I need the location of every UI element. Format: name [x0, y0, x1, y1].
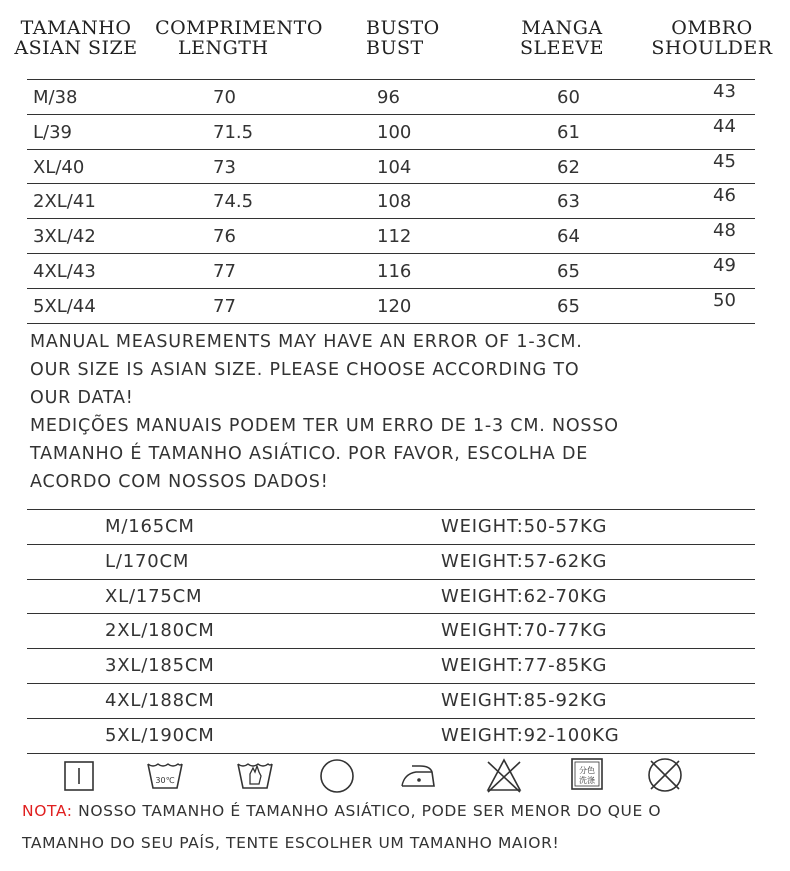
- table-row: [27, 580, 755, 615]
- separate-wash-icon: [568, 756, 608, 796]
- weight-cell: WEIGHT:70-77KG: [441, 620, 608, 642]
- size-cell: M/38: [33, 87, 78, 108]
- sleeve-cell: 60: [557, 87, 580, 108]
- wash-temp-label: 30℃: [155, 776, 175, 785]
- height-cell: 5XL/190CM: [105, 724, 215, 746]
- table-row: [27, 684, 755, 719]
- note-pt-line-3: ACORDO COM NOSSOS DADOS!: [30, 472, 329, 492]
- height-cell: 2XL/180CM: [105, 620, 215, 642]
- weight-table: [27, 509, 755, 754]
- sleeve-cell: 61: [557, 121, 580, 143]
- size-cell: 5XL/44: [33, 295, 96, 317]
- table-row: [27, 289, 755, 324]
- shoulder-cell: 49: [713, 254, 736, 276]
- table-row: [27, 184, 755, 219]
- length-cell: 71.5: [213, 121, 254, 143]
- table-row: [27, 614, 755, 649]
- header-sleeve-en: SLEEVE: [520, 37, 604, 59]
- bust-cell: 104: [377, 156, 412, 178]
- care-icons: [0, 756, 790, 798]
- length-cell: 76: [213, 226, 236, 248]
- wash-30-icon: [145, 756, 185, 796]
- table-row: [27, 719, 755, 754]
- weight-cell: WEIGHT:57-62KG: [441, 550, 608, 572]
- weight-cell: WEIGHT:85-92KG: [441, 689, 608, 711]
- height-cell: 4XL/188CM: [105, 689, 215, 711]
- length-cell: 77: [213, 295, 236, 317]
- weight-cell: WEIGHT:77-85KG: [441, 655, 608, 677]
- table-row: [27, 254, 755, 289]
- note-en-line-3: OUR DATA!: [30, 388, 134, 408]
- footer-note-line-2: TAMANHO DO SEU PAÍS, TENTE ESCOLHER UM TAMANHO MAIOR!: [22, 834, 560, 852]
- table-row: [27, 649, 755, 684]
- length-cell: 73: [213, 156, 236, 178]
- sleeve-cell: 65: [557, 260, 580, 282]
- tumble-dry-icon: [60, 756, 100, 796]
- note-en-line-1: MANUAL MEASUREMENTS MAY HAVE AN ERROR OF 1-3CM.: [30, 332, 583, 352]
- sleeve-cell: 64: [557, 226, 580, 248]
- iron-low-icon: [398, 756, 438, 796]
- shoulder-cell: 45: [713, 150, 736, 172]
- shoulder-cell: 44: [713, 115, 736, 137]
- header-bust-pt: BUSTO: [366, 17, 440, 39]
- size-cell: 4XL/43: [33, 260, 96, 282]
- bust-cell: 108: [377, 191, 412, 213]
- table-row: [27, 115, 755, 150]
- size-cell: 2XL/41: [33, 191, 96, 213]
- hand-wash-icon: [235, 756, 275, 796]
- height-cell: 3XL/185CM: [105, 655, 215, 677]
- separate-wash-label-2: 洗涤: [579, 776, 595, 785]
- weight-cell: WEIGHT:62-70KG: [441, 585, 608, 607]
- header-length-en: LENGTH: [178, 37, 269, 59]
- footer-note-text-1: NOSSO TAMANHO É TAMANHO ASIÁTICO, PODE SER MENOR DO QUE O: [72, 802, 662, 820]
- bust-cell: 96: [377, 87, 400, 108]
- header-length: [148, 18, 330, 58]
- separate-wash-label-1: 分色: [579, 766, 595, 775]
- sleeve-cell: 63: [557, 191, 580, 213]
- header-bust-en: BUST: [366, 37, 424, 59]
- table-row: [27, 219, 755, 254]
- footer-note-line-1: [22, 802, 661, 820]
- header-shoulder-pt: OMBRO: [671, 17, 753, 39]
- weight-cell: WEIGHT:92-100KG: [441, 724, 620, 746]
- header-size-pt: TAMANHO: [20, 17, 132, 39]
- sleeve-cell: 62: [557, 156, 580, 178]
- header-bust: [366, 18, 456, 58]
- weight-cell: WEIGHT:50-57KG: [441, 516, 608, 537]
- note-pt-line-2: TAMANHO É TAMANHO ASIÁTICO. POR FAVOR, ESCOLHA DE: [30, 444, 589, 464]
- table-row: [27, 150, 755, 185]
- header-size-en: ASIAN SIZE: [14, 37, 138, 59]
- no-dry-clean-icon: [645, 756, 685, 796]
- size-cell: XL/40: [33, 156, 85, 178]
- sleeve-cell: 65: [557, 295, 580, 317]
- shoulder-cell: 46: [713, 185, 736, 207]
- height-cell: M/165CM: [105, 516, 195, 537]
- no-bleach-icon: [484, 756, 524, 796]
- table-row: [27, 509, 755, 545]
- footer-note-label: NOTA:: [22, 802, 73, 820]
- length-cell: 70: [213, 87, 236, 108]
- height-cell: L/170CM: [105, 550, 190, 572]
- header-sleeve-pt: MANGA: [521, 17, 603, 39]
- length-cell: 77: [213, 260, 236, 282]
- shoulder-cell: 43: [713, 81, 736, 102]
- size-cell: L/39: [33, 121, 72, 143]
- dry-clean-icon: [318, 756, 358, 796]
- length-cell: 74.5: [213, 191, 254, 213]
- height-cell: XL/175CM: [105, 585, 203, 607]
- header-length-pt: COMPRIMENTO: [155, 17, 323, 39]
- size-table: [27, 79, 755, 324]
- header-size: [8, 18, 144, 58]
- note-pt-line-1: MEDIÇÕES MANUAIS PODEM TER UM ERRO DE 1-3 CM. NOSSO: [30, 416, 619, 436]
- note-en-line-2: OUR SIZE IS ASIAN SIZE. PLEASE CHOOSE ACCORDING TO: [30, 360, 580, 380]
- header-shoulder-en: SHOULDER: [651, 37, 773, 59]
- size-cell: 3XL/42: [33, 226, 96, 248]
- bust-cell: 116: [377, 260, 412, 282]
- shoulder-cell: 48: [713, 220, 736, 242]
- table-row: [27, 79, 755, 115]
- header-sleeve: [506, 18, 618, 58]
- bust-cell: 100: [377, 121, 412, 143]
- bust-cell: 120: [377, 295, 412, 317]
- table-row: [27, 545, 755, 580]
- header-shoulder: [642, 18, 782, 58]
- bust-cell: 112: [377, 226, 412, 248]
- shoulder-cell: 50: [713, 289, 736, 311]
